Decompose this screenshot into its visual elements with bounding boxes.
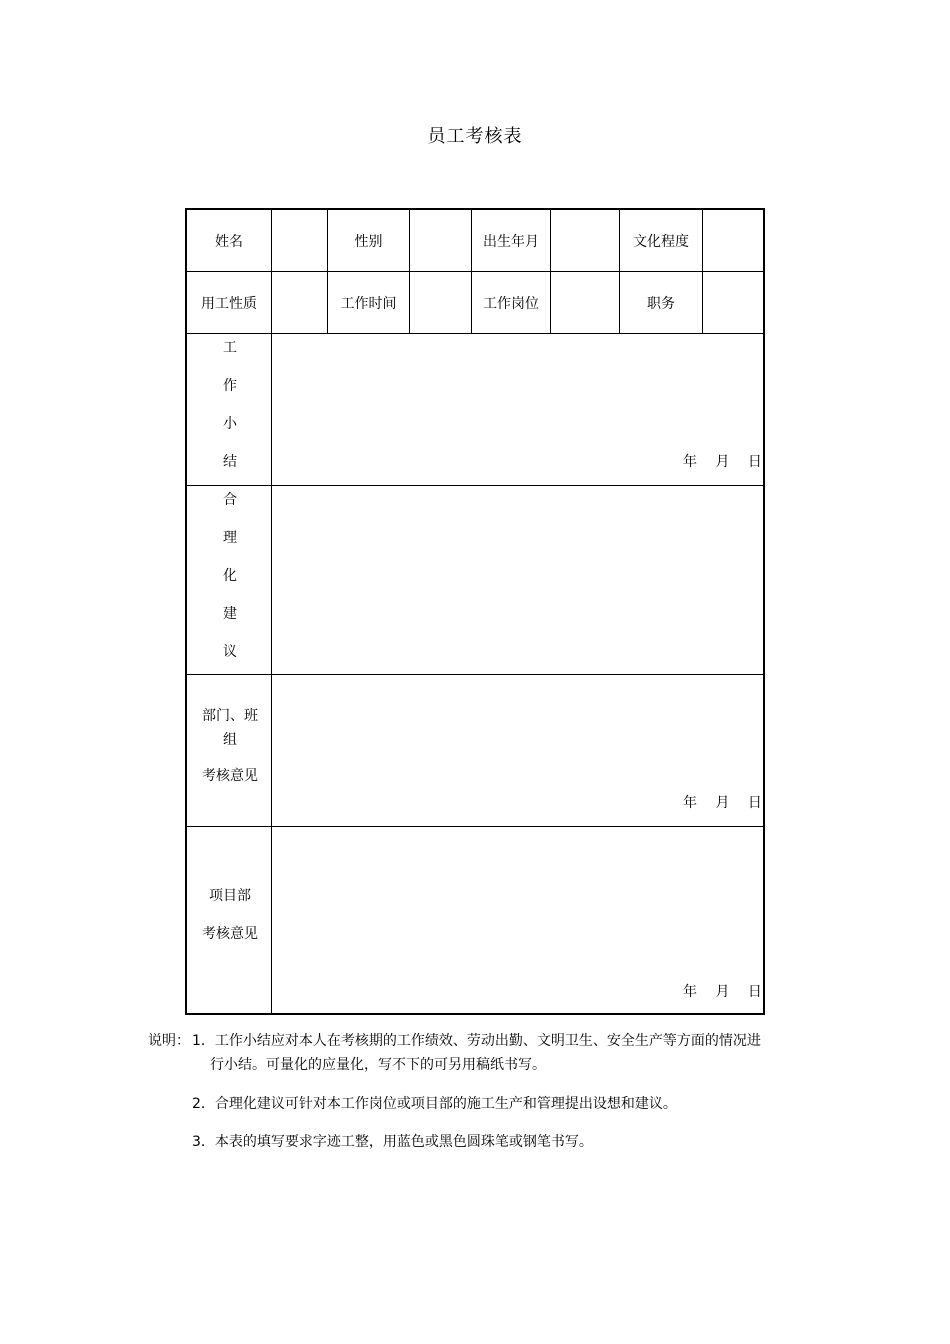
suggestion-field[interactable]	[272, 486, 763, 674]
label-line: 考核意见	[202, 926, 258, 942]
label-line: 部门、班	[202, 708, 258, 724]
work-summary-date: 年 月 日	[683, 454, 762, 470]
note-1-line-1: 1．工作小结应对本人在考核期的工作绩效、劳动出勤、文明卫生、安全生产等方面的情况进	[192, 1033, 761, 1049]
note-1-line-2: 行小结。可量化的应量化，写不下的可另用稿纸书写。	[210, 1057, 546, 1073]
label-char: 合	[223, 492, 237, 508]
employment-type-field[interactable]	[272, 272, 327, 333]
label-char: 结	[223, 454, 237, 470]
note-2: 2．合理化建议可针对本工作岗位或项目部的施工生产和管理提出设想和建议。	[192, 1096, 677, 1112]
dept-review-label	[187, 704, 273, 786]
label-line: 项目部	[209, 888, 251, 904]
label-char: 建	[223, 606, 237, 622]
birth-label: 出生年月	[483, 233, 539, 250]
gender-label: 性别	[354, 233, 383, 250]
name-label: 姓名	[215, 233, 243, 250]
work-time-field[interactable]	[410, 272, 471, 333]
evaluation-form	[185, 208, 765, 1015]
label-char: 小	[223, 416, 237, 432]
note-3: 3．本表的填写要求字迹工整，用蓝色或黑色圆珠笔或钢笔书写。	[192, 1134, 593, 1150]
label-char: 议	[223, 644, 237, 660]
position-label: 工作岗位	[483, 295, 539, 312]
label-char: 化	[223, 568, 237, 584]
project-review-label	[187, 886, 273, 944]
notes-prefix: 说明：	[148, 1033, 190, 1049]
work-time-label: 工作时间	[340, 295, 397, 312]
dept-review-date: 年 月 日	[683, 795, 762, 811]
label-line: 组	[223, 732, 237, 748]
duty-field[interactable]	[703, 272, 763, 333]
education-value-field[interactable]	[703, 210, 763, 271]
duty-label: 职务	[647, 295, 675, 312]
label-char: 理	[223, 530, 237, 546]
gender-value-field[interactable]	[410, 210, 471, 271]
label-line: 考核意见	[202, 768, 258, 784]
position-field[interactable]	[551, 272, 619, 333]
suggestion-label	[187, 490, 273, 662]
work-summary-label	[187, 338, 273, 472]
project-review-date: 年 月 日	[683, 984, 762, 1000]
label-char: 作	[223, 378, 237, 394]
education-label: 文化程度	[633, 233, 689, 250]
name-value-field[interactable]	[272, 210, 327, 271]
birth-value-field[interactable]	[551, 210, 619, 271]
employment-type-label: 用工性质	[201, 295, 257, 312]
label-char: 工	[223, 340, 237, 356]
page-title: 员工考核表	[427, 126, 523, 147]
